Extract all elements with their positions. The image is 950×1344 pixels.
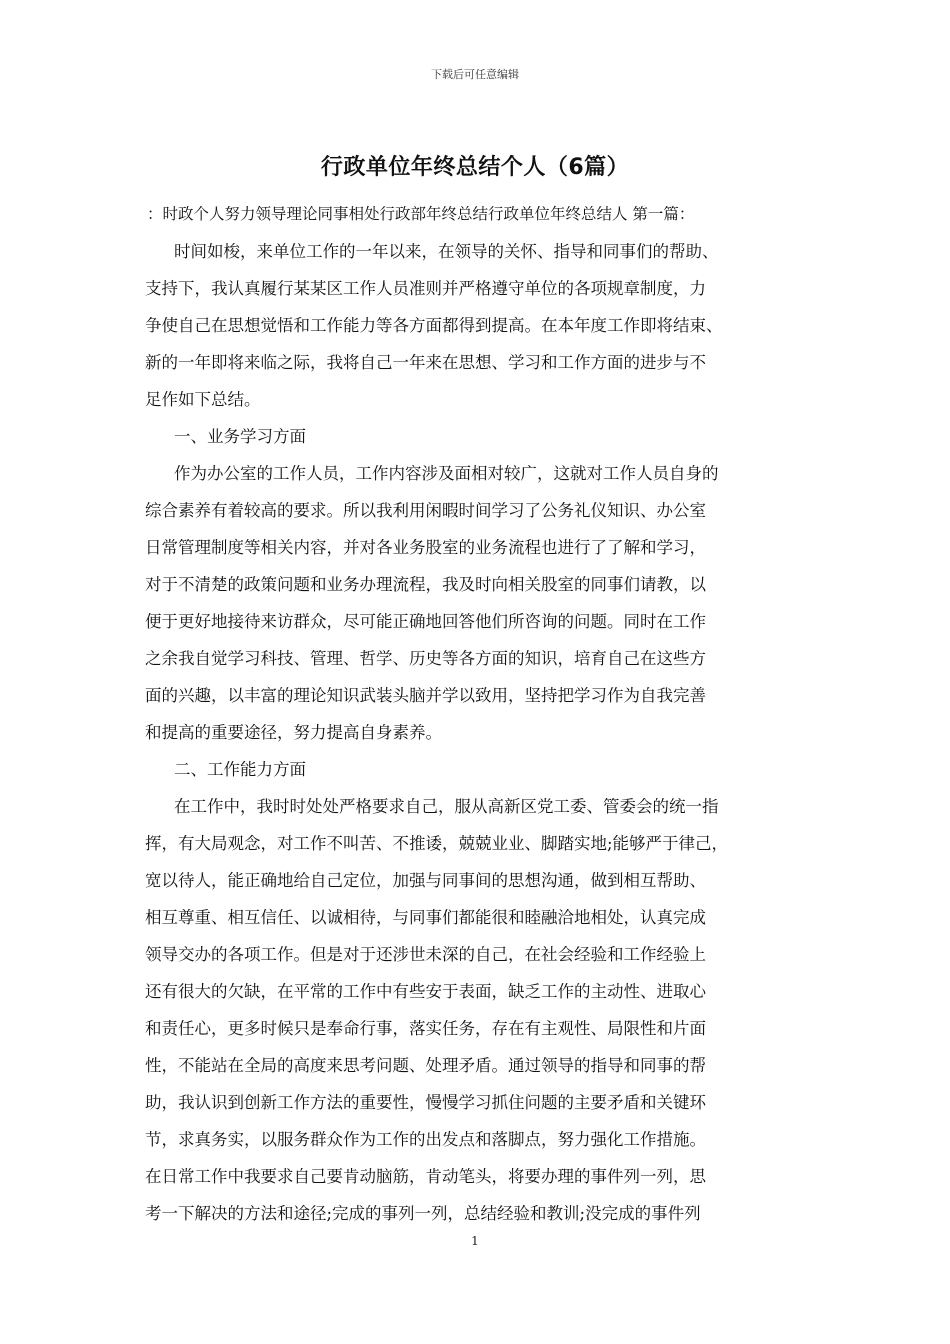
- paragraph-line: 争使自己在思想觉悟和工作能力等各方面都得到提高。在本年度工作即将结束、: [145, 316, 723, 335]
- keywords-line: ：时政个人努力领导理论同事相处行政部年终总结行政单位年终总结人 第一篇：: [147, 205, 695, 223]
- paragraph-line: 和责任心，更多时候只是奉命行事，落实任务，存在有主观性、局限性和片面: [145, 1019, 706, 1038]
- paragraph-line: 作为办公室的工作人员，工作内容涉及面相对较广，这就对工作人员自身的: [174, 464, 719, 483]
- page-number: 1: [471, 1234, 479, 1248]
- paragraph-line: 时间如梭，来单位工作的一年以来，在领导的关怀、指导和同事们的帮助、: [174, 242, 719, 261]
- document-body: [145, 196, 810, 1232]
- paragraph-line: 之余我自觉学习科技、管理、哲学、历史等各方面的知识，培育自己在这些方: [145, 649, 706, 668]
- paragraph-line: 面的兴趣，以丰富的理论知识武装头脑并学以致用，坚持把学习作为自我完善: [145, 686, 706, 705]
- paragraph-line: 相互尊重、相互信任、以诚相待，与同事们都能很和睦融洽地相处，认真完成: [145, 908, 706, 927]
- paragraph-line: 在工作中，我时时处处严格要求自己，服从高新区党工委、管委会的统一指: [174, 797, 719, 816]
- paragraph-line: 考一下解决的方法和途径;完成的事列一列，总结经验和教训;没完成的事件列: [145, 1204, 701, 1223]
- paragraph-line: 节，求真务实，以服务群众作为工作的出发点和落脚点，努力强化工作措施。: [145, 1130, 706, 1149]
- paragraph-line: 日常管理制度等相关内容，并对各业务股室的业务流程也进行了了解和学习，: [145, 538, 706, 557]
- section-heading: 一、业务学习方面: [174, 427, 306, 446]
- header-note: 下载后可任意编辑: [431, 68, 519, 81]
- paragraph-line: 足作如下总结。: [145, 390, 261, 409]
- paragraph-line: 宽以待人，能正确地给自己定位，加强与同事间的思想沟通，做到相互帮助、: [145, 871, 706, 890]
- paragraph-line: 对于不清楚的政策问题和业务办理流程，我及时向相关股室的同事们请教，以: [145, 575, 706, 594]
- paragraph-line: 新的一年即将来临之际，我将自己一年来在思想、学习和工作方面的进步与不: [145, 353, 706, 372]
- paragraph-line: 助，我认识到创新工作方法的重要性，慢慢学习抓住问题的主要矛盾和关键环: [145, 1093, 706, 1112]
- paragraph-line: 便于更好地接待来访群众，尽可能正确地回答他们所咨询的问题。同时在工作: [145, 612, 706, 631]
- paragraph-line: 在日常工作中我要求自己要肯动脑筋，肯动笔头，将要办理的事件列一列，思: [145, 1167, 706, 1186]
- paragraph-line: 性，不能站在全局的高度来思考问题、处理矛盾。通过领导的指导和同事的帮: [145, 1056, 706, 1075]
- paragraph-line: 综合素养有着较高的要求。所以我利用闲暇时间学习了公务礼仪知识、办公室: [145, 501, 706, 520]
- paragraph-line: 挥，有大局观念，对工作不叫苦、不推诿，兢兢业业、脚踏实地;能够严于律己，: [145, 834, 729, 853]
- section-heading: 二、工作能力方面: [174, 760, 306, 779]
- paragraph-line: 和提高的重要途径，努力提高自身素养。: [145, 723, 442, 742]
- paragraph-line: 还有很大的欠缺，在平常的工作中有些安于表面，缺乏工作的主动性、进取心: [145, 982, 706, 1001]
- paragraph-line: 支持下，我认真履行某某区工作人员准则并严格遵守单位的各项规章制度，力: [145, 279, 706, 298]
- document-title: 行政单位年终总结个人（6篇）: [320, 155, 630, 180]
- paragraph-line: 领导交办的各项工作。但是对于还涉世未深的自己，在社会经验和工作经验上: [145, 945, 706, 964]
